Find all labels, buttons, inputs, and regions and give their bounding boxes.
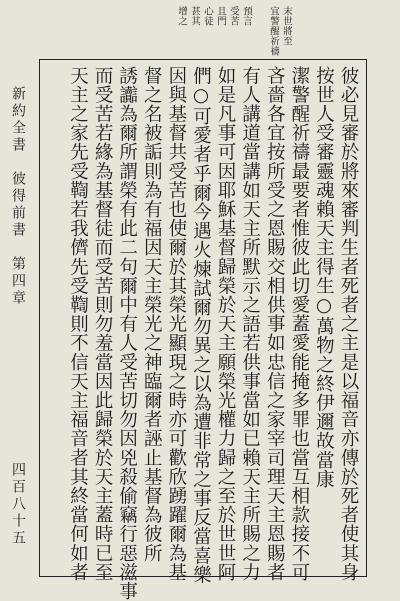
chapter-label: 第四章 bbox=[10, 256, 26, 307]
text-column: 如是凡事可因耶穌基督歸榮於天主願榮光權力歸之至於世世阿 bbox=[215, 66, 237, 582]
header-note-line: 末世將至 bbox=[281, 6, 292, 46]
text-column: 們○可愛者乎爾今遇火煉試爾勿異之以為遭非常之事反當喜樂 bbox=[190, 66, 212, 585]
text-column: 彼必見審於將來審判生者死者之主是以福音亦傳於死者使其身 bbox=[338, 66, 359, 582]
text-column: 誘讟為爾所謂榮有此二句爾中有人受苦切勿因兇殺偷竊行惡滋事 bbox=[116, 66, 138, 601]
text-column: 督之名被詬則為有福因天主榮光之神臨爾者誣止基督為彼所 bbox=[141, 66, 163, 563]
text-column: 天主之家先受鞫若我儕先受鞫則不信天主福音者其終當何如者 bbox=[67, 66, 89, 582]
text-column: 吝嗇各宜按所受之恩賜交相供事如忠信之家宰司理天主恩賜者 bbox=[264, 66, 286, 582]
running-header bbox=[8, 86, 28, 307]
text-frame bbox=[39, 59, 367, 601]
header-note-line: 預言 bbox=[241, 6, 252, 26]
text-column: 潔警醒祈禱最要者惟彼此切愛蓋愛能掩多罪也當互相款接不可 bbox=[288, 66, 310, 582]
header-note-line: 且門 bbox=[215, 6, 226, 26]
header-note-prophecy bbox=[176, 6, 252, 64]
header-note-line: 甚其 bbox=[189, 6, 200, 26]
page-number: 四百八十五 bbox=[10, 462, 26, 547]
text-column: 因與基督共受苦也使爾於其榮光顯現之時亦可歡欣踴躍爾為基 bbox=[165, 66, 187, 582]
text-column: 有人講道當講如天主所默示之語若供事當如已賴天主所賜之力 bbox=[239, 66, 261, 582]
book-title: 新約全書 bbox=[10, 86, 26, 154]
header-note-line: 心徒 bbox=[202, 6, 213, 26]
header-note-line: 宜警醒祈禱 bbox=[268, 6, 279, 56]
header-note-warning bbox=[268, 6, 292, 64]
header-note-line: 受苦 bbox=[228, 6, 239, 26]
section-title: 彼得前書 bbox=[10, 171, 26, 239]
header-note-line: 增之 bbox=[176, 6, 187, 26]
text-column: 按世人受審靈魂賴天主得生○萬物之終伊邇故當康 bbox=[313, 66, 335, 489]
text-column: 而受苦若緣為基督徒而受苦則勿羞當因此歸榮於天主蓋時已至 bbox=[92, 66, 114, 582]
scripture-body bbox=[65, 66, 360, 601]
